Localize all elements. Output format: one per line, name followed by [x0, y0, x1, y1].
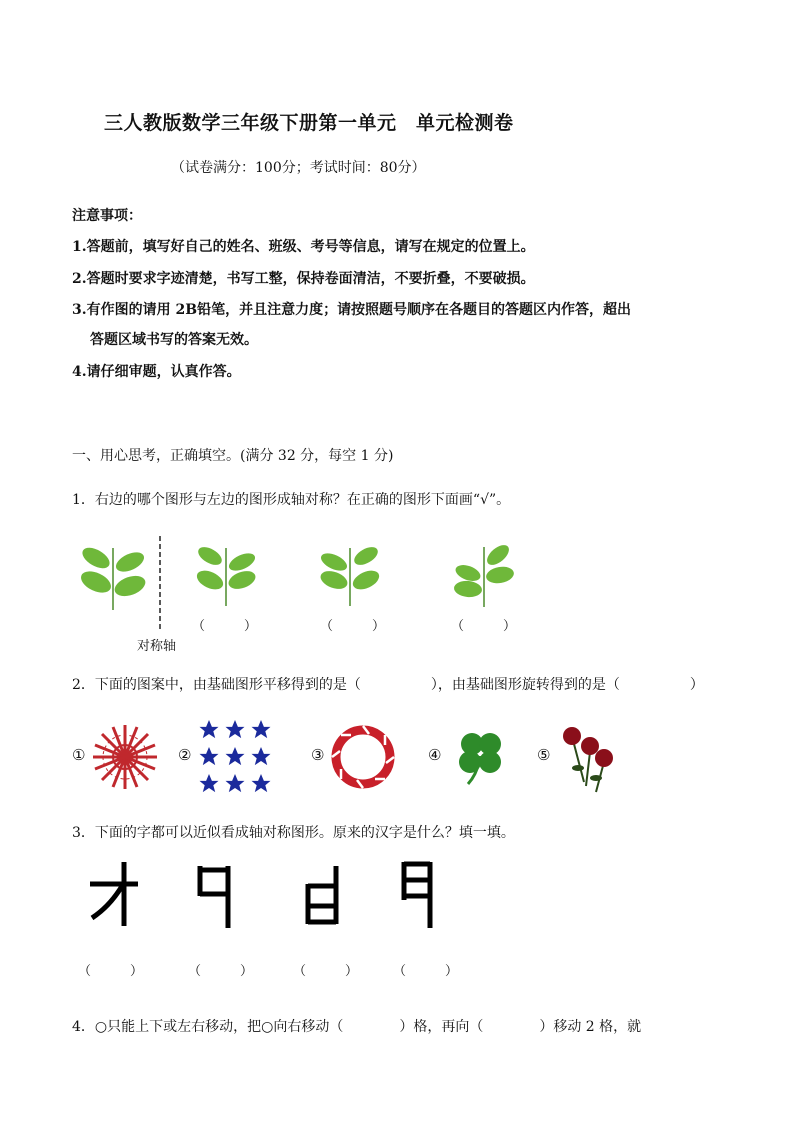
roses-pattern-image: [556, 722, 622, 796]
q1-answer-blank-2[interactable]: （ ）: [320, 619, 386, 634]
leaf-option-3: [452, 545, 514, 609]
note-item-2: 2.答题时要求字迹清楚，书写工整，保持卷面清洁，不要折叠，不要破损。: [72, 271, 535, 287]
symmetry-axis-label: 对称轴: [137, 639, 177, 654]
snowflake-pattern-image: [90, 722, 160, 792]
page-subtitle: （试卷满分：100分；考试时间：80分）: [171, 160, 426, 176]
leaf-option-1: [196, 540, 258, 608]
note-item-3-cont: 答题区域书写的答案无效。: [90, 332, 258, 348]
note-item-3: 3.有作图的请用 2B铅笔，并且注意力度；请按照题号顺序在各题目的答题区内作答，超出: [72, 302, 632, 318]
question-2-text: 2．下面的图案中，由基础图形平移得到的是（ ），由基础图形旋转得到的是（ ）: [72, 677, 704, 693]
question-4-text: 4．○只能上下或左右移动，把○向右移动（ ）格，再向（ ）移动 2 格，就: [72, 1019, 642, 1035]
page-title: 三人教版数学三年级下册第一单元 单元检测卷: [104, 112, 514, 134]
question-1-text: 1．右边的哪个图形与左边的图形成轴对称？在正确的图形下面画“√”。: [72, 492, 511, 508]
half-character-1: [90, 862, 140, 926]
star-grid-pattern-image: [196, 718, 276, 798]
half-character-3: [304, 866, 344, 926]
q3-answer-blank-4[interactable]: （ ）: [393, 964, 459, 979]
q1-answer-blank-1[interactable]: （ ）: [192, 619, 258, 634]
symmetry-axis-line: [158, 536, 162, 631]
question-3-text: 3．下面的字都可以近似看成轴对称图形。原来的汉字是什么？填一填。: [72, 825, 515, 841]
section-heading: 一、用心思考，正确填空。(满分 32 分，每空 1 分): [72, 448, 394, 464]
q3-answer-blank-1[interactable]: （ ）: [78, 964, 144, 979]
note-item-1: 1.答题前，填写好自己的姓名、班级、考号等信息，请写在规定的位置上。: [72, 239, 535, 255]
pattern-marker-5: ⑤: [537, 746, 551, 764]
swirl-ring-pattern-image: [328, 722, 398, 792]
half-character-4: [400, 860, 438, 928]
leaf-figure-original: [78, 540, 148, 612]
leaf-option-2: [318, 540, 380, 608]
note-item-4: 4.请仔细审题，认真作答。: [72, 364, 241, 380]
pattern-marker-4: ④: [428, 746, 442, 764]
pattern-marker-3: ③: [311, 746, 325, 764]
q1-answer-blank-3[interactable]: （ ）: [451, 619, 517, 634]
q3-answer-blank-2[interactable]: （ ）: [188, 964, 254, 979]
pattern-marker-1: ①: [72, 746, 86, 764]
q3-answer-blank-3[interactable]: （ ）: [293, 964, 359, 979]
half-character-2: [196, 866, 236, 928]
notes-heading: 注意事项：: [72, 208, 142, 224]
clover-pattern-image: [452, 728, 510, 788]
pattern-marker-2: ②: [178, 746, 192, 764]
